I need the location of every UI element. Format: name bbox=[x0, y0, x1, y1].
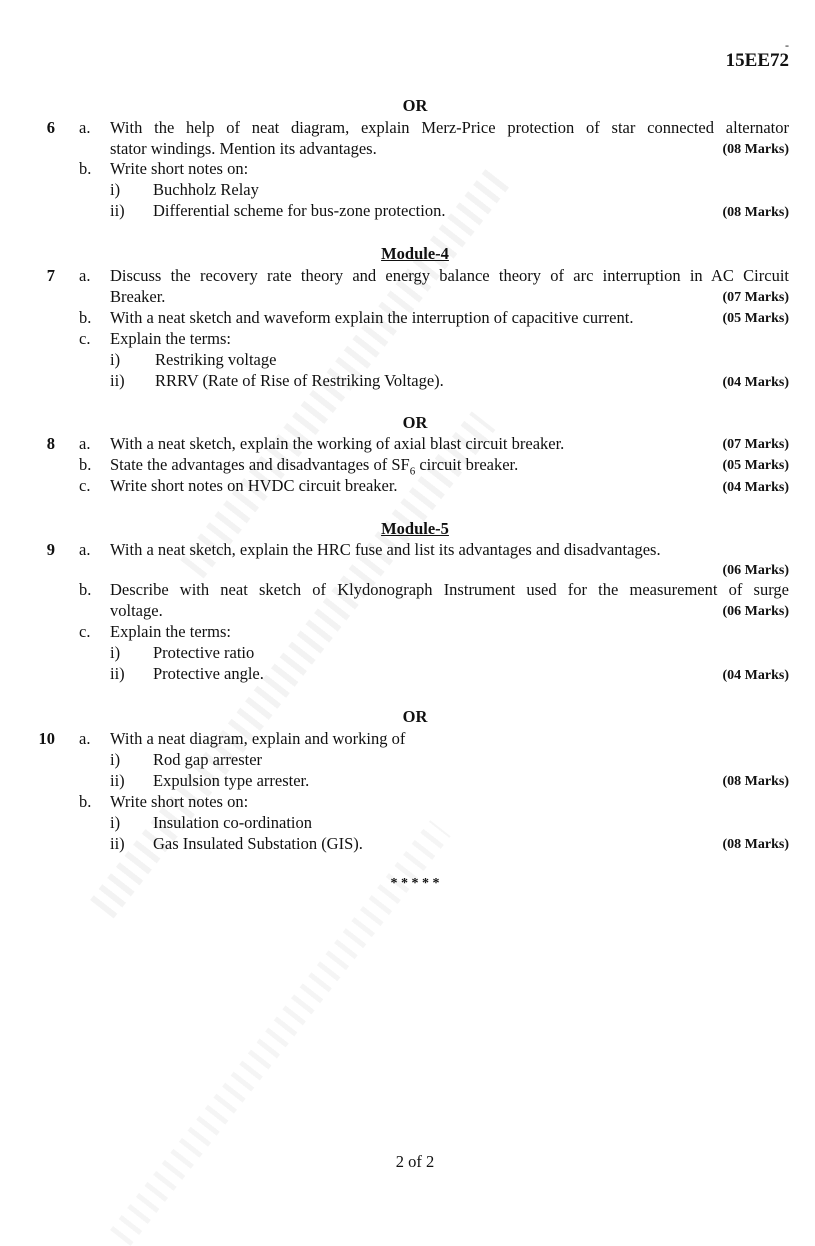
q8c-text: Write short notes on HVDC circuit breaker. bbox=[110, 476, 398, 495]
q6b-text: Write short notes on: bbox=[110, 159, 249, 178]
q7b-text: With a neat sketch and waveform explain the interruption of capacitive current. bbox=[110, 308, 634, 327]
q10a-text: With a neat diagram, explain and working of bbox=[110, 729, 406, 748]
module-4-heading: Module-4 bbox=[381, 244, 449, 263]
q7c-marks: (04 Marks) bbox=[722, 375, 789, 390]
q7c-text: Explain the terms: bbox=[110, 329, 231, 348]
header-dash: - bbox=[785, 38, 789, 52]
q8c-label: c. bbox=[79, 476, 91, 495]
q10b-ii-label: ii) bbox=[110, 834, 125, 853]
question-number-6: 6 bbox=[46, 118, 55, 137]
q9b-marks: (06 Marks) bbox=[722, 604, 789, 619]
q7c-ii-text: RRRV (Rate of Rise of Restriking Voltage). bbox=[155, 371, 444, 390]
q6a-label: a. bbox=[79, 118, 91, 137]
question-number-10: 10 bbox=[38, 729, 55, 748]
q10a-i-label: i) bbox=[110, 750, 121, 769]
q9b-line2: voltage. bbox=[110, 601, 163, 620]
end-marker: * * * * * bbox=[390, 876, 440, 891]
q7a-line2: Breaker. bbox=[110, 287, 166, 306]
q10b-label: b. bbox=[79, 792, 92, 811]
q6a-line2: stator windings. Mention its advantages. bbox=[110, 139, 377, 158]
subject-code: 15EE72 bbox=[725, 50, 789, 71]
q9b-label: b. bbox=[79, 580, 92, 599]
q8b-subscript: 6 bbox=[409, 465, 416, 478]
question-number-8: 8 bbox=[46, 434, 55, 453]
q6b-ii-label: ii) bbox=[110, 201, 125, 220]
q6b-ii-text: Differential scheme for bus-zone protection. bbox=[153, 201, 446, 220]
q8b-marks: (05 Marks) bbox=[722, 458, 789, 473]
q9b-line1: Describe with neat sketch of Klydonograph Instrument used for the measurement of surge bbox=[110, 580, 789, 599]
q6b-i-label: i) bbox=[110, 180, 121, 199]
q7b-marks: (05 Marks) bbox=[722, 311, 789, 326]
q10b-i-text: Insulation co-ordination bbox=[153, 813, 313, 832]
q9c-marks: (04 Marks) bbox=[722, 668, 789, 683]
q10b-i-label: i) bbox=[110, 813, 121, 832]
q9a-marks: (06 Marks) bbox=[722, 563, 789, 578]
q9c-ii-label: ii) bbox=[110, 664, 125, 683]
q10a-label: a. bbox=[79, 729, 91, 748]
q10b-text: Write short notes on: bbox=[110, 792, 249, 811]
q10b-ii-text: Gas Insulated Substation (GIS). bbox=[153, 834, 363, 853]
module-5-heading: Module-5 bbox=[381, 519, 449, 538]
q8b-text bbox=[110, 455, 518, 477]
or-divider-1: OR bbox=[402, 96, 428, 115]
or-divider-2: OR bbox=[402, 413, 428, 432]
q9c-i-label: i) bbox=[110, 643, 121, 662]
q9a-text: With a neat sketch, explain the HRC fuse and list its advantages and disadvantages. bbox=[110, 540, 661, 559]
q7a-label: a. bbox=[79, 266, 91, 285]
q10a-marks: (08 Marks) bbox=[722, 774, 789, 789]
question-number-9: 9 bbox=[46, 540, 55, 559]
q8c-marks: (04 Marks) bbox=[722, 480, 789, 495]
q10a-ii-label: ii) bbox=[110, 771, 125, 790]
question-number-7: 7 bbox=[46, 266, 55, 285]
q8a-text: With a neat sketch, explain the working of axial blast circuit breaker. bbox=[110, 434, 565, 453]
q7b-label: b. bbox=[79, 308, 92, 327]
q10b-marks: (08 Marks) bbox=[722, 837, 789, 852]
q7c-label: c. bbox=[79, 329, 91, 348]
q6b-marks: (08 Marks) bbox=[722, 205, 789, 220]
or-divider-3: OR bbox=[402, 707, 428, 726]
q8b-text-post: circuit breaker. bbox=[415, 455, 519, 474]
q9c-label: c. bbox=[79, 622, 91, 641]
q9a-label: a. bbox=[79, 540, 91, 559]
q9c-i-text: Protective ratio bbox=[153, 643, 255, 662]
q6b-label: b. bbox=[79, 159, 92, 178]
q7c-i-label: i) bbox=[110, 350, 121, 369]
q6a-marks: (08 Marks) bbox=[722, 142, 789, 157]
q9c-text: Explain the terms: bbox=[110, 622, 231, 641]
q8a-marks: (07 Marks) bbox=[722, 437, 789, 452]
q7c-i-text: Restriking voltage bbox=[155, 350, 277, 369]
q9c-ii-text: Protective angle. bbox=[153, 664, 264, 683]
q6b-i-text: Buchholz Relay bbox=[153, 180, 259, 199]
q10a-i-text: Rod gap arrester bbox=[153, 750, 263, 769]
q8b-text-pre: State the advantages and disadvantages of SF bbox=[110, 455, 410, 474]
page-number: 2 of 2 bbox=[395, 1152, 435, 1171]
q10a-ii-text: Expulsion type arrester. bbox=[153, 771, 310, 790]
q8a-label: a. bbox=[79, 434, 91, 453]
q7a-line1: Discuss the recovery rate theory and energy balance theory of arc interruption in AC Circuit bbox=[110, 266, 789, 285]
q6a-line1: With the help of neat diagram, explain Merz-Price protection of star connected alternator bbox=[110, 118, 789, 137]
q7a-marks: (07 Marks) bbox=[722, 290, 789, 305]
q7c-ii-label: ii) bbox=[110, 371, 125, 390]
q8b-label: b. bbox=[79, 455, 92, 474]
